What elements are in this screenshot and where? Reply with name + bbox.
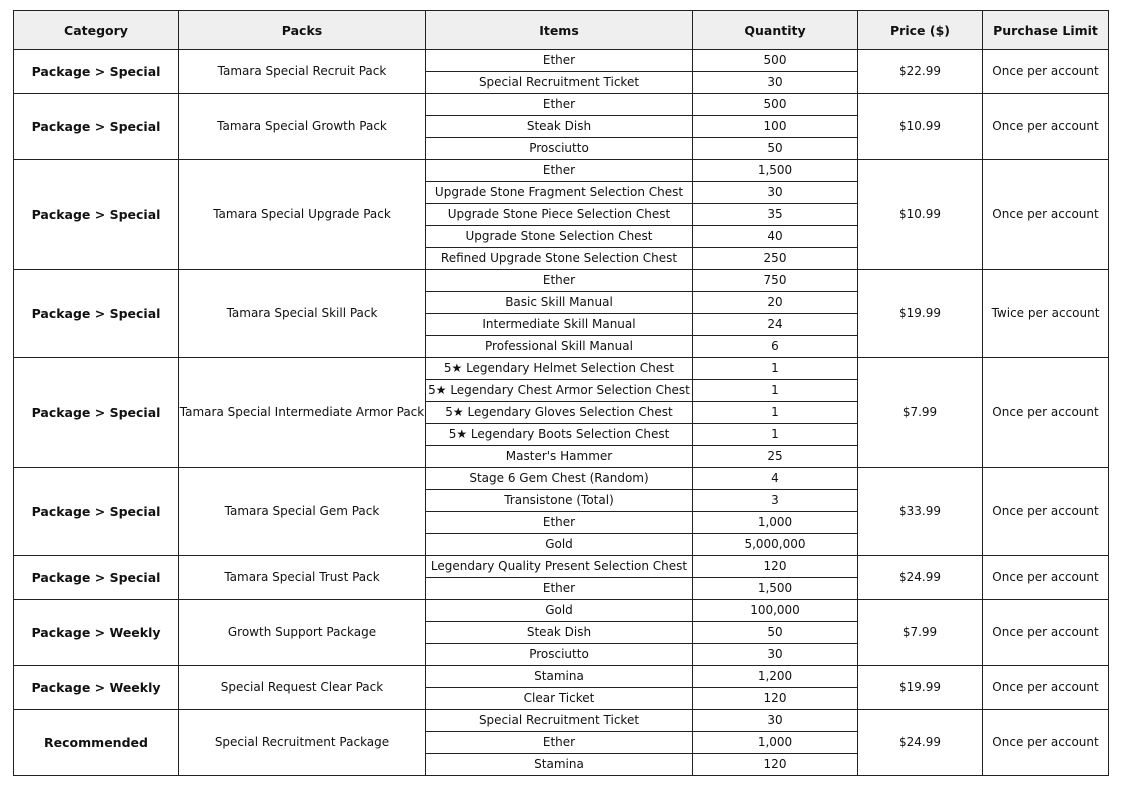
item-name-cell: Upgrade Stone Selection Chest bbox=[426, 226, 693, 248]
category-cell: Package > Special bbox=[14, 358, 179, 468]
price-cell: $24.99 bbox=[858, 710, 983, 776]
item-name-cell: Basic Skill Manual bbox=[426, 292, 693, 314]
header-row bbox=[14, 11, 1109, 50]
item-name-cell: Ether bbox=[426, 94, 693, 116]
purchase-limit-cell: Once per account bbox=[983, 50, 1109, 94]
table-row bbox=[14, 160, 1109, 182]
item-name-cell: 5★ Legendary Chest Armor Selection Chest bbox=[426, 380, 693, 402]
quantity-cell: 1 bbox=[693, 380, 858, 402]
quantity-cell: 120 bbox=[693, 556, 858, 578]
header-purchase-limit: Purchase Limit bbox=[983, 11, 1109, 50]
item-name-cell: Refined Upgrade Stone Selection Chest bbox=[426, 248, 693, 270]
pack-name-cell: Tamara Special Gem Pack bbox=[179, 468, 426, 556]
category-cell: Package > Special bbox=[14, 468, 179, 556]
purchase-limit-cell: Once per account bbox=[983, 666, 1109, 710]
quantity-cell: 1,000 bbox=[693, 512, 858, 534]
quantity-cell: 1,200 bbox=[693, 666, 858, 688]
pack-name-cell: Special Request Clear Pack bbox=[179, 666, 426, 710]
price-cell: $10.99 bbox=[858, 160, 983, 270]
category-cell: Package > Special bbox=[14, 94, 179, 160]
quantity-cell: 1,500 bbox=[693, 160, 858, 182]
quantity-cell: 1 bbox=[693, 358, 858, 380]
purchase-limit-cell: Twice per account bbox=[983, 270, 1109, 358]
item-name-cell: Stage 6 Gem Chest (Random) bbox=[426, 468, 693, 490]
price-cell: $33.99 bbox=[858, 468, 983, 556]
quantity-cell: 100,000 bbox=[693, 600, 858, 622]
price-cell: $19.99 bbox=[858, 666, 983, 710]
item-name-cell: Ether bbox=[426, 160, 693, 182]
quantity-cell: 750 bbox=[693, 270, 858, 292]
quantity-cell: 6 bbox=[693, 336, 858, 358]
item-name-cell: Gold bbox=[426, 600, 693, 622]
quantity-cell: 50 bbox=[693, 138, 858, 160]
quantity-cell: 40 bbox=[693, 226, 858, 248]
price-cell: $22.99 bbox=[858, 50, 983, 94]
price-cell: $24.99 bbox=[858, 556, 983, 600]
table-row bbox=[14, 666, 1109, 688]
item-name-cell: Upgrade Stone Fragment Selection Chest bbox=[426, 182, 693, 204]
category-cell: Package > Special bbox=[14, 160, 179, 270]
item-name-cell: 5★ Legendary Gloves Selection Chest bbox=[426, 402, 693, 424]
item-name-cell: Intermediate Skill Manual bbox=[426, 314, 693, 336]
price-cell: $7.99 bbox=[858, 600, 983, 666]
purchase-limit-cell: Once per account bbox=[983, 600, 1109, 666]
item-name-cell: Stamina bbox=[426, 666, 693, 688]
table-row bbox=[14, 710, 1109, 732]
purchase-limit-cell: Once per account bbox=[983, 468, 1109, 556]
quantity-cell: 1 bbox=[693, 402, 858, 424]
item-name-cell: Steak Dish bbox=[426, 116, 693, 138]
quantity-cell: 3 bbox=[693, 490, 858, 512]
item-name-cell: Ether bbox=[426, 732, 693, 754]
category-cell: Package > Special bbox=[14, 50, 179, 94]
item-name-cell: Special Recruitment Ticket bbox=[426, 72, 693, 94]
purchase-limit-cell: Once per account bbox=[983, 160, 1109, 270]
table-row bbox=[14, 358, 1109, 380]
quantity-cell: 30 bbox=[693, 710, 858, 732]
quantity-cell: 4 bbox=[693, 468, 858, 490]
quantity-cell: 25 bbox=[693, 446, 858, 468]
item-name-cell: Special Recruitment Ticket bbox=[426, 710, 693, 732]
item-name-cell: Ether bbox=[426, 270, 693, 292]
price-cell: $10.99 bbox=[858, 94, 983, 160]
quantity-cell: 120 bbox=[693, 754, 858, 776]
quantity-cell: 50 bbox=[693, 622, 858, 644]
item-name-cell: Professional Skill Manual bbox=[426, 336, 693, 358]
item-name-cell: Stamina bbox=[426, 754, 693, 776]
pack-table bbox=[13, 10, 1109, 776]
pack-name-cell: Tamara Special Recruit Pack bbox=[179, 50, 426, 94]
header-packs: Packs bbox=[179, 11, 426, 50]
category-cell: Package > Special bbox=[14, 556, 179, 600]
category-cell: Package > Weekly bbox=[14, 666, 179, 710]
item-name-cell: Transistone (Total) bbox=[426, 490, 693, 512]
purchase-limit-cell: Once per account bbox=[983, 358, 1109, 468]
item-name-cell: Legendary Quality Present Selection Chest bbox=[426, 556, 693, 578]
pack-name-cell: Special Recruitment Package bbox=[179, 710, 426, 776]
header-items: Items bbox=[426, 11, 693, 50]
item-name-cell: Ether bbox=[426, 512, 693, 534]
purchase-limit-cell: Once per account bbox=[983, 94, 1109, 160]
item-name-cell: Master's Hammer bbox=[426, 446, 693, 468]
quantity-cell: 1 bbox=[693, 424, 858, 446]
pack-name-cell: Tamara Special Skill Pack bbox=[179, 270, 426, 358]
item-name-cell: 5★ Legendary Boots Selection Chest bbox=[426, 424, 693, 446]
item-name-cell: Upgrade Stone Piece Selection Chest bbox=[426, 204, 693, 226]
quantity-cell: 5,000,000 bbox=[693, 534, 858, 556]
table-row bbox=[14, 600, 1109, 622]
purchase-limit-cell: Once per account bbox=[983, 710, 1109, 776]
quantity-cell: 500 bbox=[693, 50, 858, 72]
table-row bbox=[14, 468, 1109, 490]
table-body bbox=[14, 50, 1109, 776]
quantity-cell: 500 bbox=[693, 94, 858, 116]
pack-name-cell: Tamara Special Trust Pack bbox=[179, 556, 426, 600]
quantity-cell: 20 bbox=[693, 292, 858, 314]
pack-name-cell: Tamara Special Intermediate Armor Pack bbox=[179, 358, 426, 468]
pack-name-cell: Tamara Special Growth Pack bbox=[179, 94, 426, 160]
item-name-cell: Ether bbox=[426, 578, 693, 600]
quantity-cell: 1,000 bbox=[693, 732, 858, 754]
item-name-cell: 5★ Legendary Helmet Selection Chest bbox=[426, 358, 693, 380]
item-name-cell: Prosciutto bbox=[426, 138, 693, 160]
purchase-limit-cell: Once per account bbox=[983, 556, 1109, 600]
quantity-cell: 1,500 bbox=[693, 578, 858, 600]
item-name-cell: Prosciutto bbox=[426, 644, 693, 666]
table-row bbox=[14, 556, 1109, 578]
quantity-cell: 24 bbox=[693, 314, 858, 336]
item-name-cell: Gold bbox=[426, 534, 693, 556]
quantity-cell: 35 bbox=[693, 204, 858, 226]
price-cell: $7.99 bbox=[858, 358, 983, 468]
header-price: Price ($) bbox=[858, 11, 983, 50]
table-row bbox=[14, 270, 1109, 292]
table-row bbox=[14, 94, 1109, 116]
quantity-cell: 100 bbox=[693, 116, 858, 138]
pack-name-cell: Tamara Special Upgrade Pack bbox=[179, 160, 426, 270]
item-name-cell: Clear Ticket bbox=[426, 688, 693, 710]
quantity-cell: 30 bbox=[693, 644, 858, 666]
category-cell: Package > Weekly bbox=[14, 600, 179, 666]
item-name-cell: Ether bbox=[426, 50, 693, 72]
quantity-cell: 120 bbox=[693, 688, 858, 710]
category-cell: Recommended bbox=[14, 710, 179, 776]
pack-name-cell: Growth Support Package bbox=[179, 600, 426, 666]
item-name-cell: Steak Dish bbox=[426, 622, 693, 644]
category-cell: Package > Special bbox=[14, 270, 179, 358]
header-category: Category bbox=[14, 11, 179, 50]
header-quantity: Quantity bbox=[693, 11, 858, 50]
quantity-cell: 30 bbox=[693, 182, 858, 204]
quantity-cell: 30 bbox=[693, 72, 858, 94]
quantity-cell: 250 bbox=[693, 248, 858, 270]
price-cell: $19.99 bbox=[858, 270, 983, 358]
table-row bbox=[14, 50, 1109, 72]
